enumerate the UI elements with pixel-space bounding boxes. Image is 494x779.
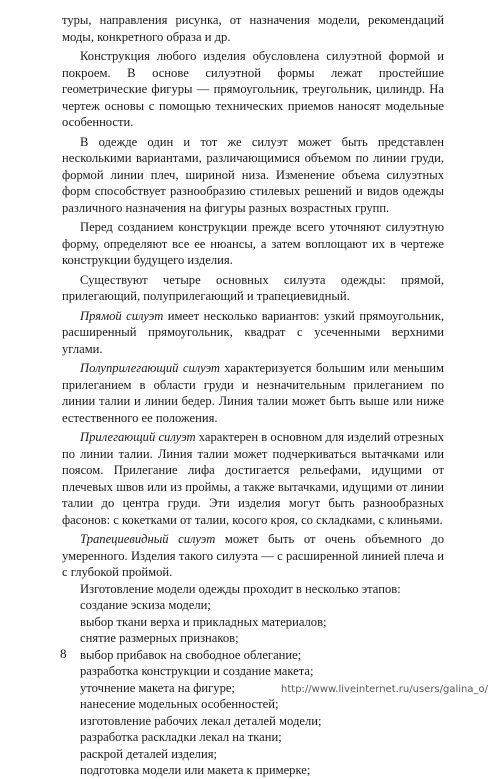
paragraph-text: Конструкция любого изделия обусловлена силуэтной формой и покроем. В основе силуэтной формы лежат простейшие геометрические фигуры — прямоугольник, треугольник, цилиндр. На чертеж основы с помощью технических приемов наносят модельные особенности. [62,49,444,129]
paragraph-text: может быть от очень объемного до умеренного. Изделия такого силуэта — с расширенной линией плеча и с глубокой проймой. [62,532,445,579]
page-number: 8 [60,646,67,661]
body-text [62,12,444,779]
list-intro-text: Изготовление модели одежды проходит в несколько этапов: [80,581,401,596]
list-intro [62,581,444,598]
paragraph-text: В одежде один и тот же силуэт может быть представлен несколькими вариантами, различающимися объемом по линии груди, формой линии плеч, шириной низа. Изменение объема силуэтных форм способствует разнообразию стилевых решений и видов одежды различного назначения на фигуры разных возрастных групп. [62,134,444,215]
paragraph-text: туры, направления рисунка, от назначения модели, рекомендаций моды, конкретного образа и др. [62,13,444,44]
term-italic: Прилегающий силуэт [80,430,196,444]
list-item: нанесение модельных особенностей; [80,697,279,711]
paragraph [62,360,444,426]
list-item: выбор ткани верха и прикладных материалов; [80,614,327,629]
paragraph [62,219,444,269]
paragraph [62,134,444,217]
watermark-url: http://www.liveinternet.ru/users/galina_o/ [281,684,488,695]
list-item: снятие размерных признаков; [80,631,239,645]
list-item: разработка раскладки лекал на ткани; [80,730,282,744]
term-italic: Трапециевидный силуэт [80,532,216,546]
paragraph [62,12,444,45]
list-item: подготовка модели или макета к примерке; [80,763,311,777]
term-italic: Прямой силуэт [80,308,164,323]
paragraph [62,308,444,358]
list-item: уточнение макета на фигуре; [80,680,235,695]
list-item: выбор прибавок на свободное облегание; [80,647,302,662]
paragraph [62,48,444,131]
paragraph [62,429,444,528]
list-item: раскрой деталей изделия; [80,746,217,761]
paragraph [62,272,444,305]
paragraph-text: Перед созданием конструкции прежде всего уточняют силуэтную форму, определяют все ее нюансы, а затем воплощают их в чертеже конструкции будущего изделия. [62,220,444,267]
list-item: изготовление рабочих лекал деталей модели; [80,713,322,728]
paragraph-text: имеет несколько вариантов: узкий прямоугольник, расширенный прямоугольник, квадрат с усеченными верхними углами. [62,308,444,356]
paragraph-text: Существуют четыре основных силуэта одежды: прямой, прилегающий, полуприлегающий и трапециевидный. [62,272,444,303]
list-item: разработка конструкции и создание макета; [80,664,314,678]
paragraph [62,531,444,581]
paragraph-text: характеризуется большим или меньшим прилеганием в области груди и незначительным прилеганием по линии талии и линии бедер. Линия талии может быть выше или ниже естественного ее положения. [62,361,444,425]
list-item: создание эскиза модели; [80,598,211,612]
term-italic: Полуприлегающий силуэт [80,361,220,375]
paragraph-text: характерен в основном для изделий отрезных по линии талии. Линия талии может подчеркиваться вытачками или поясом. Прилегание лифа достигается рельефами, идущими от плечевых швов или из проймы, а также вытачками, идущими от линии талии до центра груди. Эти изделия могут быть разнообразных фасонов: с кокетками от талии, косого кроя, со складками, с клиньями. [62,430,444,527]
